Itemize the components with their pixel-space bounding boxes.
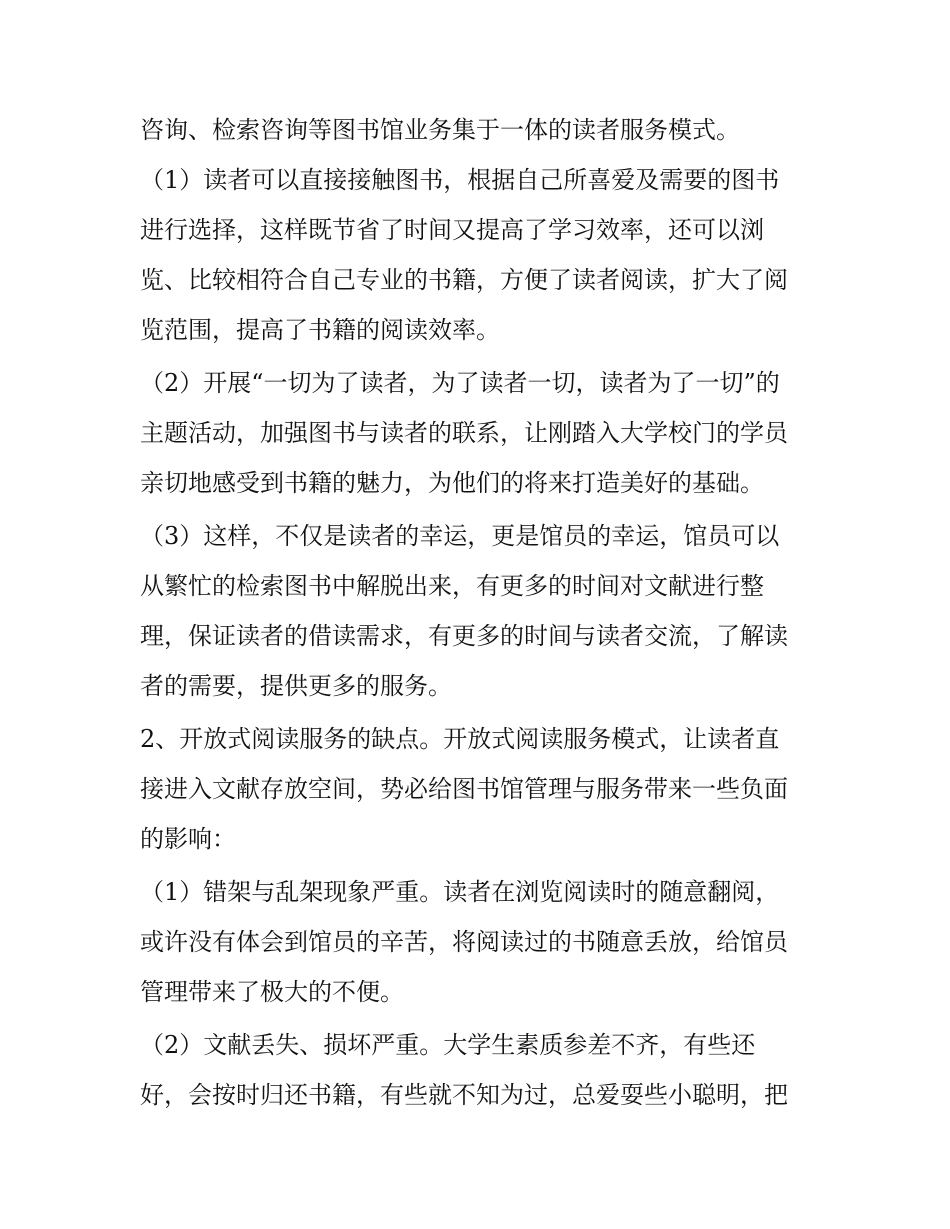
text-line: 或许没有体会到馆员的辛苦，将阅读过的书随意丢放，给馆员 [140,928,788,956]
text-line: （3）这样，不仅是读者的幸运，更是馆员的幸运，馆员可以 [140,522,780,550]
text-line: 管理带来了极大的不便。 [140,978,404,1006]
text-line: （2）文献丢失、损坏严重。大学生素质参差不齐，有些还 [140,1031,756,1059]
text-line: （2）开展“一切为了读者，为了读者一切，读者为了一切”的 [140,369,780,397]
text-line: （1）读者可以直接接触图书，根据自己所喜爱及需要的图书 [140,166,780,194]
text-line: （1）错架与乱架现象严重。读者在浏览阅读时的随意翻阅， [140,878,780,906]
text-line: 的影响： [140,825,236,853]
text-line: 理，保证读者的借读需求，有更多的时间与读者交流，了解读 [140,622,788,650]
text-line: 2、开放式阅读服务的缺点。开放式阅读服务模式，让读者直 [140,725,780,753]
text-line: 接进入文献存放空间，势必给图书馆管理与服务带来一些负面 [140,775,788,803]
text-line: 咨询、检索咨询等图书馆业务集于一体的读者服务模式。 [140,116,740,144]
text-line: 从繁忙的检索图书中解脱出来，有更多的时间对文献进行整 [140,572,764,600]
text-line: 进行选择，这样既节省了时间又提高了学习效率，还可以浏 [140,216,764,244]
text-line: 亲切地感受到书籍的魅力，为他们的将来打造美好的基础。 [140,469,764,497]
text-line: 览范围，提高了书籍的阅读效率。 [140,316,500,344]
text-line: 主题活动，加强图书与读者的联系，让刚踏入大学校门的学员 [140,419,788,447]
text-line: 览、比较相符合自己专业的书籍，方便了读者阅读，扩大了阅 [140,266,788,294]
text-line: 者的需要，提供更多的服务。 [140,672,452,700]
text-line: 好，会按时归还书籍，有些就不知为过，总爱耍些小聪明，把 [140,1081,788,1109]
